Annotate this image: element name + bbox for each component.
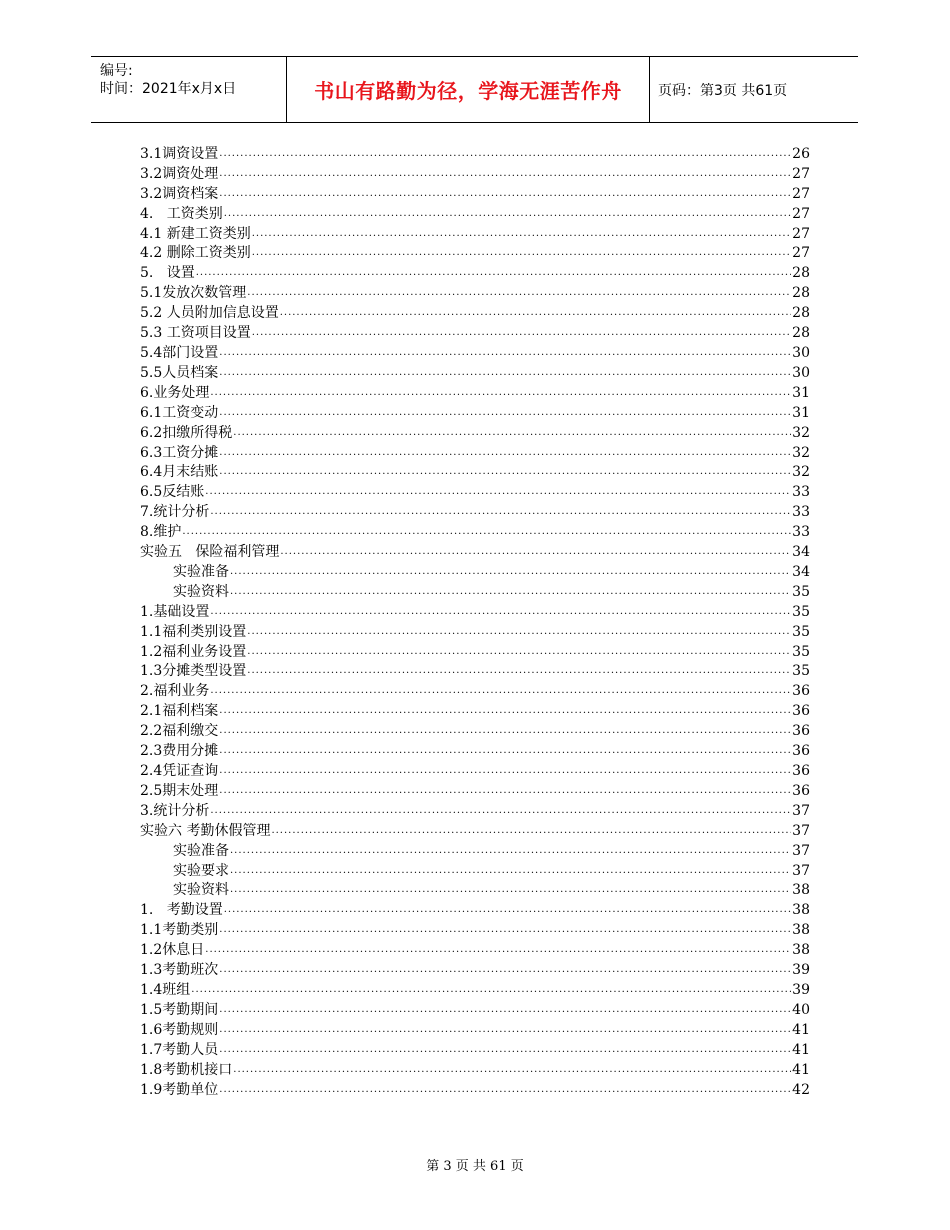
toc-dot-leader bbox=[219, 741, 791, 760]
toc-entry-page: 38 bbox=[792, 902, 810, 919]
toc-entry-page: 32 bbox=[792, 444, 810, 461]
toc-dot-leader bbox=[233, 423, 791, 442]
toc-dot-leader bbox=[271, 821, 791, 840]
toc-dot-leader bbox=[247, 283, 791, 302]
header-meta bbox=[91, 57, 287, 122]
toc-entry-page: 31 bbox=[792, 384, 810, 401]
toc-entry[interactable] bbox=[140, 642, 810, 662]
toc-dot-leader bbox=[219, 1040, 791, 1059]
toc-entry[interactable] bbox=[140, 482, 810, 502]
toc-entry-title: 2.4凭证查询 bbox=[140, 763, 219, 779]
toc-entry-title: 1. 考勤设置 bbox=[140, 902, 223, 919]
toc-entry-page: 31 bbox=[792, 404, 810, 421]
toc-dot-leader bbox=[210, 681, 791, 700]
toc-dot-leader bbox=[196, 263, 791, 282]
toc-entry[interactable] bbox=[140, 821, 810, 841]
toc-dot-leader bbox=[219, 403, 791, 422]
toc-dot-leader bbox=[205, 482, 791, 501]
toc-entry-title: 1.3分摊类型设置 bbox=[140, 663, 247, 680]
toc-dot-leader bbox=[247, 622, 791, 641]
toc-entry-page: 27 bbox=[792, 185, 810, 202]
toc-dot-leader bbox=[280, 542, 791, 561]
toc-entry[interactable] bbox=[140, 920, 810, 940]
toc-entry[interactable] bbox=[140, 403, 810, 423]
toc-entry-page: 39 bbox=[792, 981, 810, 998]
toc-dot-leader bbox=[230, 562, 791, 581]
toc-entry-title: 2.1福利档案 bbox=[140, 703, 219, 720]
toc-entry-title: 实验资料 bbox=[173, 583, 229, 600]
toc-entry-title: 4. 工资类别 bbox=[140, 205, 223, 222]
toc-dot-leader bbox=[182, 522, 791, 541]
toc-entry[interactable] bbox=[140, 303, 810, 323]
toc-entry[interactable] bbox=[140, 622, 810, 642]
toc-entry[interactable] bbox=[140, 761, 810, 781]
toc-entry[interactable] bbox=[140, 423, 810, 443]
toc-dot-leader bbox=[247, 661, 791, 680]
toc-dot-leader bbox=[219, 761, 791, 780]
toc-entry-page: 37 bbox=[792, 802, 810, 819]
table-of-contents bbox=[140, 144, 810, 1100]
toc-entry-page: 40 bbox=[792, 1001, 810, 1018]
toc-entry-title: 5.4部门设置 bbox=[140, 344, 219, 361]
toc-dot-leader bbox=[210, 383, 791, 402]
toc-entry-page: 34 bbox=[792, 563, 810, 580]
toc-entry-page: 30 bbox=[792, 344, 810, 361]
toc-entry-page: 35 bbox=[792, 663, 810, 680]
toc-dot-leader bbox=[219, 701, 791, 720]
toc-entry[interactable] bbox=[140, 980, 810, 1000]
toc-dot-leader bbox=[219, 1000, 791, 1019]
toc-entry-title: 5.1发放次数管理 bbox=[140, 285, 247, 302]
toc-entry-page: 36 bbox=[792, 703, 810, 720]
toc-entry-page: 38 bbox=[792, 922, 810, 939]
toc-entry-page: 27 bbox=[792, 205, 810, 222]
toc-entry-page: 32 bbox=[792, 464, 810, 481]
toc-entry[interactable] bbox=[140, 721, 810, 741]
header-page-cell bbox=[650, 57, 858, 122]
toc-dot-leader bbox=[230, 880, 791, 899]
toc-entry-page: 35 bbox=[792, 603, 810, 620]
toc-dot-leader bbox=[219, 721, 791, 740]
header-slogan: 书山有路勤为径，学海无涯苦作舟 bbox=[314, 79, 622, 103]
document-time-label: 时间：2021年x月x日 bbox=[100, 81, 237, 97]
toc-entry[interactable] bbox=[140, 244, 810, 264]
toc-entry[interactable] bbox=[140, 960, 810, 980]
toc-entry-page: 27 bbox=[792, 165, 810, 182]
toc-entry-title: 1.3考勤班次 bbox=[140, 962, 219, 979]
toc-entry[interactable] bbox=[140, 881, 810, 901]
toc-dot-leader bbox=[219, 144, 791, 163]
toc-entry[interactable] bbox=[140, 741, 810, 761]
toc-entry[interactable] bbox=[140, 662, 810, 682]
page-footer: 第 3 页 共 61 页 bbox=[426, 1159, 524, 1174]
toc-dot-leader bbox=[219, 781, 791, 800]
toc-dot-leader bbox=[230, 582, 791, 601]
toc-entry-title: 5.2 人员附加信息设置 bbox=[140, 305, 279, 322]
toc-entry-title: 1.7考勤人员 bbox=[140, 1041, 219, 1058]
toc-entry-title: 3.2调资处理 bbox=[140, 165, 219, 182]
toc-entry-page: 28 bbox=[792, 265, 810, 282]
toc-entry-title: 1.1福利类别设置 bbox=[140, 623, 247, 640]
toc-entry[interactable] bbox=[140, 164, 810, 184]
toc-entry-title: 2.福利业务 bbox=[140, 683, 210, 700]
toc-dot-leader bbox=[233, 1060, 791, 1079]
toc-dot-leader bbox=[219, 363, 791, 382]
toc-entry-title: 实验六 考勤休假管理 bbox=[140, 822, 271, 839]
toc-dot-leader bbox=[224, 900, 791, 919]
toc-entry-page: 41 bbox=[792, 1041, 810, 1058]
page-header bbox=[91, 56, 858, 123]
toc-entry-title: 1.4班组 bbox=[140, 981, 191, 998]
toc-entry-page: 41 bbox=[792, 1021, 810, 1038]
header-slogan-cell bbox=[287, 57, 650, 122]
toc-entry[interactable] bbox=[140, 1020, 810, 1040]
toc-dot-leader bbox=[252, 243, 791, 262]
toc-dot-leader bbox=[230, 861, 791, 880]
toc-entry-page: 36 bbox=[792, 743, 810, 760]
toc-dot-leader bbox=[219, 462, 791, 481]
toc-entry-page: 28 bbox=[792, 325, 810, 342]
toc-entry[interactable] bbox=[140, 343, 810, 363]
toc-entry-title: 5. 设置 bbox=[140, 265, 195, 282]
toc-entry[interactable] bbox=[140, 801, 810, 821]
toc-entry[interactable] bbox=[140, 781, 810, 801]
toc-entry[interactable] bbox=[140, 463, 810, 483]
toc-entry-page: 38 bbox=[792, 942, 810, 959]
toc-entry-title: 3.2调资档案 bbox=[140, 185, 219, 202]
toc-entry-title: 3.1调资设置 bbox=[140, 145, 219, 162]
toc-dot-leader bbox=[219, 1080, 791, 1099]
toc-entry-page: 27 bbox=[792, 225, 810, 242]
toc-entry[interactable] bbox=[140, 224, 810, 244]
toc-entry-page: 26 bbox=[792, 145, 810, 162]
toc-entry-page: 33 bbox=[792, 504, 810, 521]
toc-entry-page: 39 bbox=[792, 962, 810, 979]
toc-dot-leader bbox=[219, 960, 791, 979]
toc-dot-leader bbox=[219, 184, 791, 203]
toc-entry-title: 6.5反结账 bbox=[140, 484, 205, 501]
toc-entry-page: 37 bbox=[792, 862, 810, 879]
toc-entry-title: 5.3 工资项目设置 bbox=[140, 325, 251, 342]
toc-entry[interactable] bbox=[140, 443, 810, 463]
toc-dot-leader bbox=[191, 980, 791, 999]
toc-entry-page: 33 bbox=[792, 524, 810, 541]
toc-entry[interactable] bbox=[140, 184, 810, 204]
toc-entry-page: 32 bbox=[792, 424, 810, 441]
toc-entry-title: 6.1工资变动 bbox=[140, 404, 219, 421]
toc-entry[interactable] bbox=[140, 900, 810, 920]
toc-entry[interactable] bbox=[140, 562, 810, 582]
toc-entry-page: 36 bbox=[792, 782, 810, 799]
toc-entry[interactable] bbox=[140, 283, 810, 303]
toc-entry-title: 6.3工资分摊 bbox=[140, 444, 219, 461]
header-page-info: 页码：第3页 共61页 bbox=[658, 82, 788, 99]
toc-dot-leader bbox=[219, 164, 791, 183]
toc-dot-leader bbox=[219, 443, 791, 462]
toc-entry[interactable] bbox=[140, 502, 810, 522]
toc-entry-page: 36 bbox=[792, 723, 810, 740]
document-number-label: 编号: bbox=[100, 63, 133, 79]
toc-entry[interactable] bbox=[140, 1040, 810, 1060]
toc-entry-page: 34 bbox=[792, 544, 810, 561]
toc-entry-title: 4.1 新建工资类别 bbox=[140, 225, 251, 242]
toc-entry[interactable] bbox=[140, 144, 810, 164]
toc-entry-title: 2.5期末处理 bbox=[140, 782, 219, 799]
toc-entry[interactable] bbox=[140, 1080, 810, 1100]
toc-entry-title: 实验要求 bbox=[173, 862, 229, 879]
toc-entry-page: 35 bbox=[792, 623, 810, 640]
toc-entry-page: 28 bbox=[792, 285, 810, 302]
toc-entry-title: 2.2福利缴交 bbox=[140, 723, 219, 740]
toc-dot-leader bbox=[219, 920, 791, 939]
toc-entry-page: 35 bbox=[792, 643, 810, 660]
toc-entry-page: 37 bbox=[792, 842, 810, 859]
toc-entry-page: 28 bbox=[792, 305, 810, 322]
toc-entry-page: 37 bbox=[792, 822, 810, 839]
toc-entry[interactable] bbox=[140, 363, 810, 383]
toc-entry-page: 27 bbox=[792, 245, 810, 262]
toc-entry-title: 1.5考勤期间 bbox=[140, 1001, 219, 1018]
toc-entry[interactable] bbox=[140, 1000, 810, 1020]
toc-dot-leader bbox=[230, 841, 791, 860]
toc-entry-page: 35 bbox=[792, 583, 810, 600]
toc-entry[interactable] bbox=[140, 602, 810, 622]
toc-entry-title: 实验资料 bbox=[173, 882, 229, 899]
toc-entry-page: 36 bbox=[792, 763, 810, 779]
toc-entry-title: 实验准备 bbox=[173, 842, 229, 859]
toc-entry-title: 1.8考勤机接口 bbox=[140, 1061, 233, 1078]
toc-entry[interactable] bbox=[140, 522, 810, 542]
toc-entry-title: 实验准备 bbox=[173, 563, 229, 580]
toc-entry[interactable] bbox=[140, 582, 810, 602]
toc-entry-title: 6.2扣缴所得税 bbox=[140, 424, 233, 441]
toc-dot-leader bbox=[210, 502, 791, 521]
toc-entry-title: 1.1考勤类别 bbox=[140, 922, 219, 939]
toc-entry[interactable] bbox=[140, 204, 810, 224]
toc-entry-title: 1.2福利业务设置 bbox=[140, 643, 247, 660]
toc-dot-leader bbox=[205, 940, 791, 959]
toc-entry-page: 42 bbox=[792, 1081, 810, 1098]
toc-dot-leader bbox=[224, 204, 791, 223]
toc-dot-leader bbox=[210, 801, 791, 820]
toc-dot-leader bbox=[280, 303, 791, 322]
toc-entry-title: 1.基础设置 bbox=[140, 603, 210, 620]
toc-entry-title: 6.4月末结账 bbox=[140, 464, 219, 481]
toc-entry-page: 38 bbox=[792, 882, 810, 899]
toc-entry-page: 41 bbox=[792, 1061, 810, 1078]
toc-dot-leader bbox=[252, 323, 791, 342]
toc-dot-leader bbox=[247, 642, 791, 661]
toc-entry-title: 1.6考勤规则 bbox=[140, 1021, 219, 1038]
toc-entry[interactable] bbox=[140, 861, 810, 881]
toc-entry-title: 5.5人员档案 bbox=[140, 364, 219, 381]
toc-dot-leader bbox=[210, 602, 791, 621]
toc-entry[interactable] bbox=[140, 263, 810, 283]
toc-entry[interactable] bbox=[140, 701, 810, 721]
toc-entry[interactable] bbox=[140, 1060, 810, 1080]
toc-entry[interactable] bbox=[140, 841, 810, 861]
toc-entry-title: 1.2休息日 bbox=[140, 942, 205, 959]
toc-entry[interactable] bbox=[140, 383, 810, 403]
toc-dot-leader bbox=[252, 224, 791, 243]
toc-entry-page: 36 bbox=[792, 683, 810, 700]
toc-entry-title: 7.统计分析 bbox=[140, 504, 210, 521]
toc-entry-title: 4.2 删除工资类别 bbox=[140, 245, 251, 262]
toc-entry[interactable] bbox=[140, 542, 810, 562]
toc-entry-title: 实验五 保险福利管理 bbox=[140, 544, 280, 561]
toc-entry-page: 33 bbox=[792, 484, 810, 501]
toc-entry-title: 6.业务处理 bbox=[140, 384, 210, 401]
toc-entry[interactable] bbox=[140, 323, 810, 343]
toc-entry-title: 2.3费用分摊 bbox=[140, 743, 219, 760]
toc-entry-title: 8.维护 bbox=[140, 524, 182, 541]
toc-entry-page: 30 bbox=[792, 364, 810, 381]
toc-entry[interactable] bbox=[140, 940, 810, 960]
toc-dot-leader bbox=[219, 343, 791, 362]
toc-entry-title: 3.统计分析 bbox=[140, 802, 210, 819]
toc-entry[interactable] bbox=[140, 681, 810, 701]
toc-dot-leader bbox=[219, 1020, 791, 1039]
toc-entry-title: 1.9考勤单位 bbox=[140, 1081, 219, 1098]
